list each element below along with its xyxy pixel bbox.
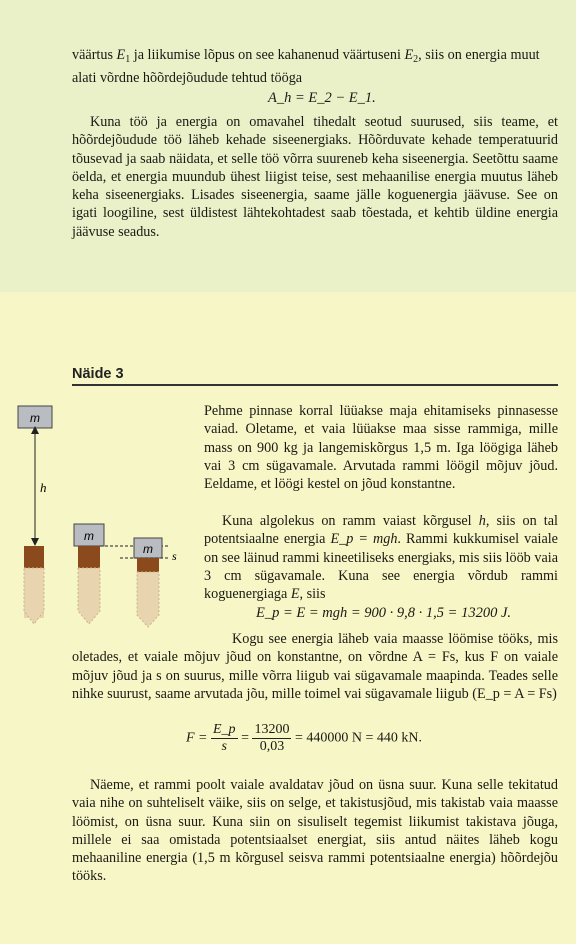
pile-driving-figure bbox=[10, 396, 200, 628]
height-label: h bbox=[40, 480, 47, 495]
mass-label-1: m bbox=[30, 411, 40, 425]
pile-left bbox=[18, 406, 52, 624]
example-conclusion: Näeme, et rammi poolt vaiale avaldatav jõud on üsna suur. Kuna selle tekitatud vaia nihe on suhteliselt väike, siis on selge, et takistusjõud, mis takistab vaia maasse löömist, on üsna suur. Kuna siin on sisuliselt tegemist liikumist takistava jõuga, millele ei saa omistada potentsiaalset energiat, siis antud näites läheb kogu mehaaniline energia (1,5 m kõrgusel seisva rammi potentsiaalne energia) hõõrdejõu tööks. bbox=[72, 777, 558, 885]
fraction-numeric: $\frac{13200}{0,03}$ bbox=[254, 722, 290, 754]
formula-force: F = $\frac{E\_p}{s}$ = $\frac{13200}{0,03}$ = 440000 N = 440 kN. bbox=[186, 722, 422, 754]
formula-potential-energy: E_p = E = mgh = 900 · 9,8 · 1,5 = 13200 J. bbox=[256, 605, 512, 621]
example-problem-statement: Pehme pinnase korral lüüakse maja ehitamiseks pinnasesse vaiad. Oletame, et vaia lüüakse maa sisse rammiga, mille mass on 900 kg ja langemiskõrgus 1,5 m. Iga löögiga läheb vai 3 cm sügavamale. Arvutada rammi löögil mõjuv jõud. Eeldame, et löögi kestel on jõud konstantne. bbox=[204, 403, 558, 493]
heading-rule bbox=[72, 384, 558, 386]
pile-outline-3 bbox=[137, 572, 159, 627]
height-arrow-head bbox=[31, 538, 39, 546]
paragraph-energy-change: väärtus $E_1$ ja liikumise lõpus on see kahanenud väärtuseni $E_2$, siis on energia muut alati võrdne hõõrdejõudude tehtud tööga bbox=[72, 47, 540, 87]
example-solution-energy: Kuna algolekus on ramm vaiast kõrgusel h, siis on tal potentsiaalne energia E_p = mgh. Rammi kukkumisel vaiale on see läinud rammi kineetiliseks energiaks, mis siis lööb vaia 3 cm sügavamale. Kuna see energia võrdub rammi koguenergiaga E, siis bbox=[204, 513, 558, 603]
fraction-energy-over-shift: $\frac{E\_p}{s}$ bbox=[213, 722, 236, 754]
paragraph-internal-energy: Kuna töö ja energia on omavahel tihedalt seotud suurused, siis teame, et hõõrdejõudude töö läheb kehade siseenergiaks. Hõõrduvate kehade temperatuurid tõusevad ja saab näidata, et selle töö võrra suureneb keha siseenergia. Seetõttu saame öelda, et energia muundub ühest liigist teise, sest mehaanilise energia muutus läheb keha siseenergiaks. Lisades siseenergia, saame jälle koguenergia jäävuse. See on igati loogiline, sest üldistest lähtekohtadest saab tõestada, et kehtib üldine energia jäävuse seadus. bbox=[72, 114, 558, 240]
pile-head-3 bbox=[137, 558, 159, 572]
shift-label: s bbox=[172, 549, 177, 563]
example-heading: Näide 3 bbox=[72, 366, 124, 382]
mass-label-2: m bbox=[84, 529, 94, 543]
formula-friction-work bbox=[268, 90, 376, 107]
pile-right bbox=[100, 538, 177, 627]
pile-middle bbox=[74, 524, 104, 624]
formula-friction-work-text: A_h = E_2 − E_1. bbox=[268, 90, 376, 106]
pile-head-2 bbox=[78, 546, 100, 568]
pile-outline-2 bbox=[78, 568, 100, 624]
pile-head-1 bbox=[24, 546, 44, 568]
mass-label-3: m bbox=[143, 542, 153, 556]
example-solution-work: Kogu see energia läheb vaia maasse löömise tööks, mis oletades, et vaiale mõjuv jõud on konstantne, on võrdne A = Fs, kus F on vaiale mõjuv jõud ja s on suurus, mille võrra liigub vai sügavamale maapinda. Teades selle nihke suurust, saame arvutada jõu, mille toimel vai sügavamale liigub (E_p = A = Fs) bbox=[72, 631, 558, 702]
